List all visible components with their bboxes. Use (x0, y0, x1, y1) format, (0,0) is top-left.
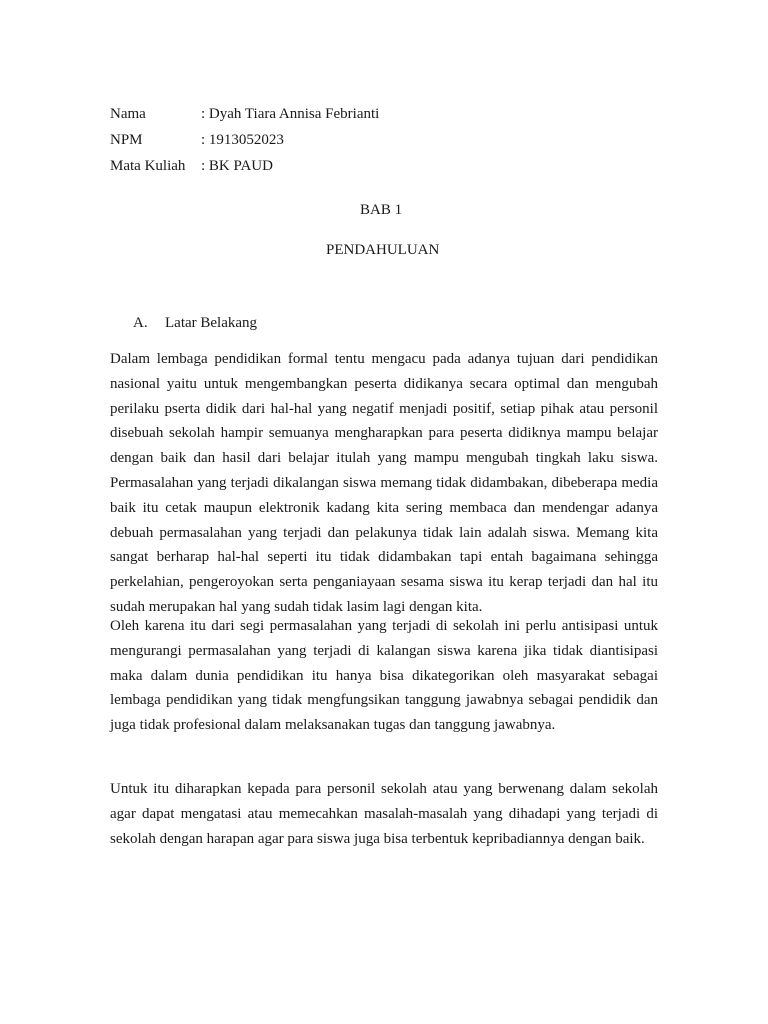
npm-value: : 1913052023 (201, 132, 284, 148)
student-info (110, 101, 379, 179)
section-letter: A. (133, 315, 148, 331)
info-row-npm (110, 127, 379, 153)
section-heading (133, 315, 257, 332)
paragraph-1: Dalam lembaga pendidikan formal tentu mengacu pada adanya tujuan dari pendidikan nasional yaitu untuk mengembangkan peserta didikanya secara optimal dan mengubah perilaku pserta didik dari hal-hal yang negatif menjadi positif, setiap pihak atau personil disebuah sekolah hampir semuanya mengharapkan para peserta didiknya mampu belajar dengan baik dan hasil dari belajar itulah yang mampu mengubah tingkah laku siswa. Permasalahan yang terjadi dikalangan siswa memang tidak didambakan, dibeberapa media baik itu cetak maupun elektronik kadang kita sering membaca dan mendengar adanya debuah permasalahan yang terjadi dan pelakunya tidak lain adalah siswa. Memang kita sangat berharap hal-hal seperti itu tidak didambakan tapi entah bagaimana sehingga perkelahian, pengeroyokan serta penganiayaan sesama siswa itu kerap terjadi dan hal itu sudah merupakan hal yang sudah tidak lasim lagi dengan kita. (110, 351, 658, 615)
paragraph-3: Untuk itu diharapkan kepada para personil sekolah atau yang berwenang dalam sekolah agar dapat mengatasi atau memecahkan masalah-masalah yang dihadapi yang terjadi di sekolah dengan harapan agar para siswa juga bisa terbentuk kepribadiannya dengan baik. (110, 781, 658, 847)
chapter-number: BAB 1 (360, 202, 403, 218)
paragraph-2: Oleh karena itu dari segi permasalahan yang terjadi di sekolah ini perlu antisipasi untuk mengurangi permasalahan yang terjadi di kalangan siswa karena jika tidak diantisipasi maka dalam dunia pendidikan itu hanya bisa dikategorikan oleh masyarakat sebagai lembaga pendidikan yang tidak mengfungsikan tanggung jawabnya sebagai pendidik dan juga tidak profesional dalam melaksanakan tugas dan tanggung jawabnya. (110, 618, 658, 734)
name-value: : Dyah Tiara Annisa Febrianti (201, 106, 380, 122)
info-row-name (110, 101, 379, 127)
info-row-course (110, 153, 379, 179)
course-value: : BK PAUD (201, 158, 273, 174)
npm-label: NPM (110, 132, 143, 148)
course-label: Mata Kuliah (110, 158, 186, 174)
name-label: Nama (110, 106, 146, 122)
chapter-title: PENDAHULUAN (326, 242, 440, 258)
section-title: Latar Belakang (165, 315, 258, 331)
